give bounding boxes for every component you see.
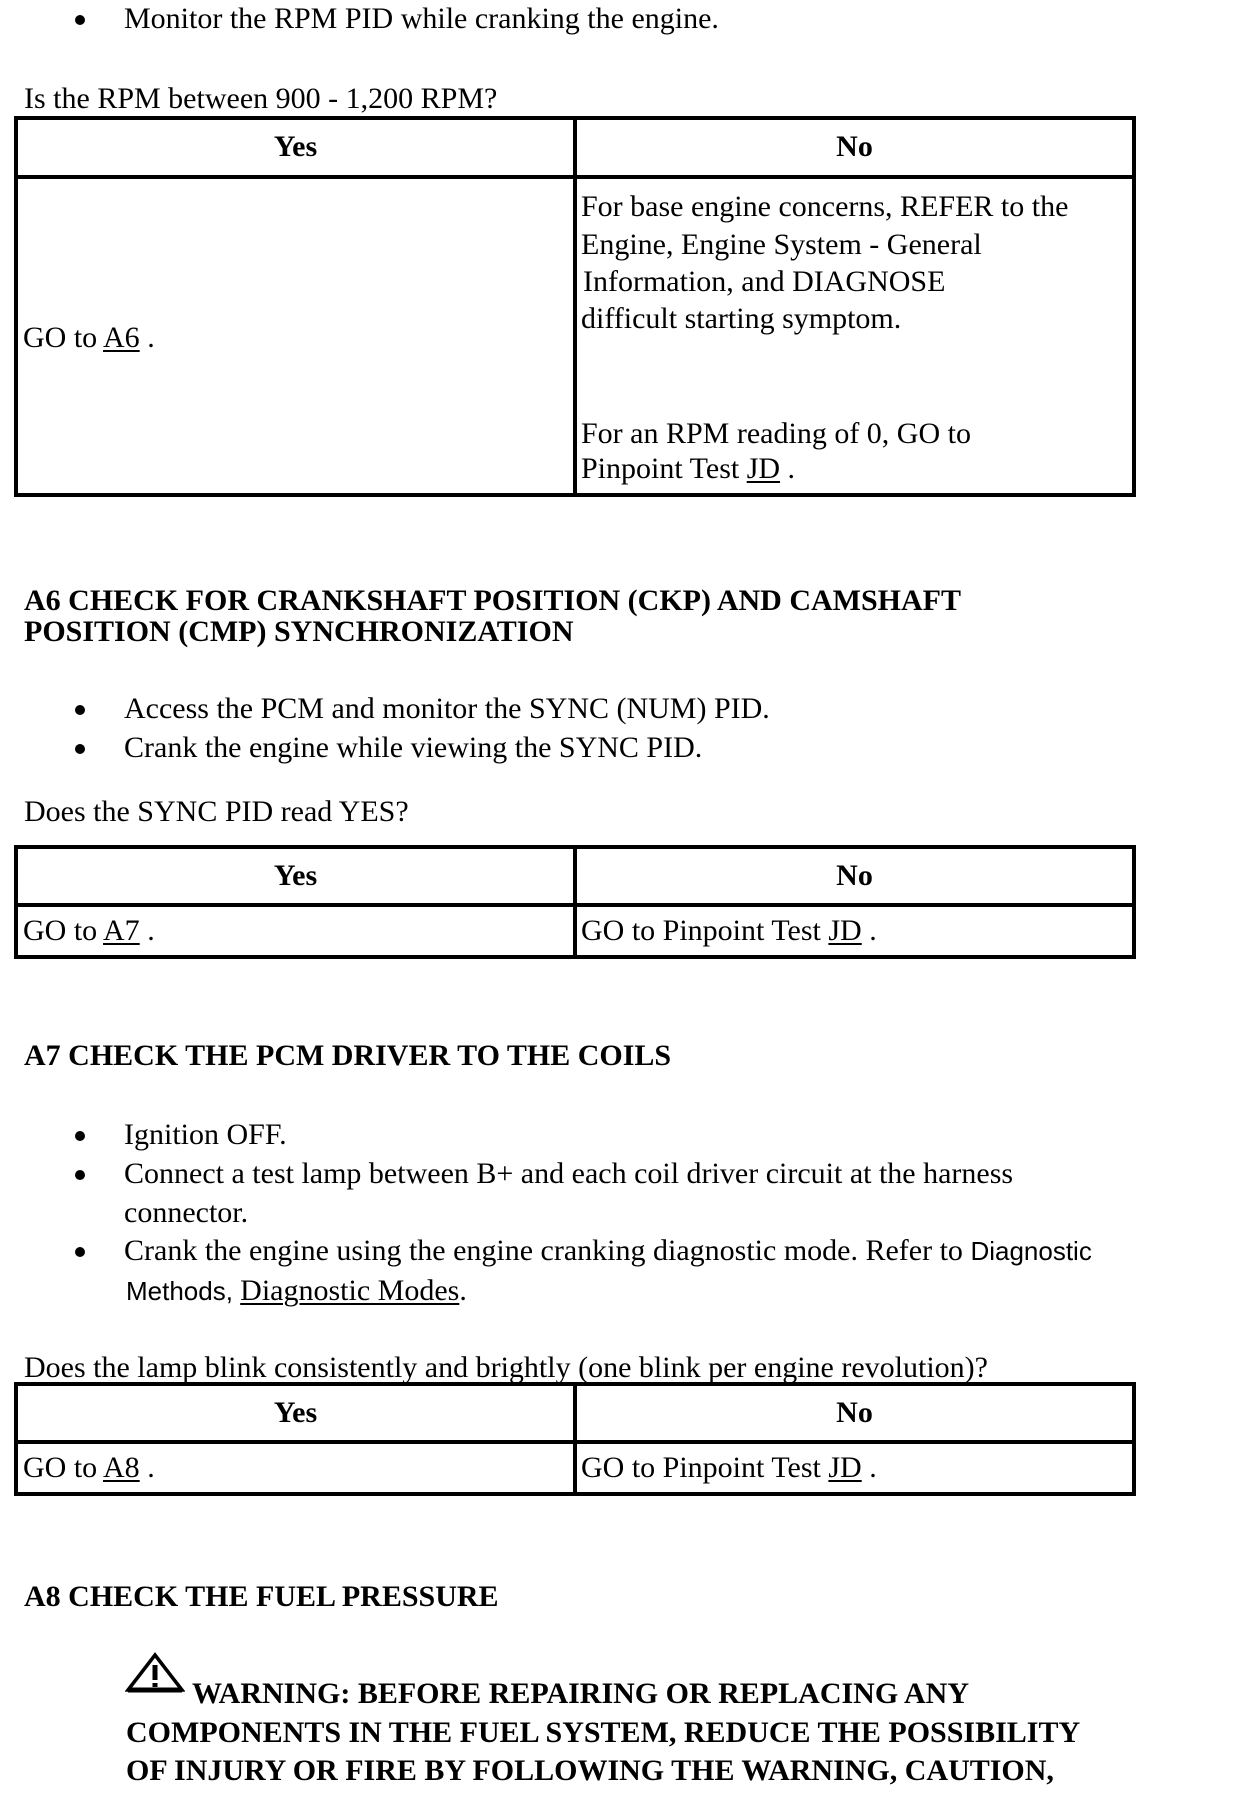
q1-no-cell — [577, 179, 1132, 493]
a6-header-row — [18, 849, 1132, 907]
a7-yes-cell — [18, 1444, 577, 1492]
q1-yes-cell — [18, 179, 577, 493]
q1-header-row — [18, 120, 1132, 179]
a6-body-row — [18, 907, 1132, 955]
q1-no-line-1: For base engine concerns, REFER to the — [581, 190, 1069, 223]
a7-question: Does the lamp blink consistently and brightly (one blink per engine revolution)? — [24, 1351, 988, 1384]
a7-no-cell — [577, 1444, 1132, 1492]
a8-heading: A8 CHECK THE FUEL PRESSURE — [24, 1580, 499, 1613]
a6-yes-cell — [18, 907, 577, 955]
bullet-marker — [75, 1247, 85, 1257]
a6-bullet-1: Access the PCM and monitor the SYNC (NUM) PID. — [124, 692, 770, 725]
a6-heading-line-1: A6 CHECK FOR CRANKSHAFT POSITION (CKP) AND CAMSHAFT — [24, 584, 961, 617]
q1-yes-text: GO to A6 . — [23, 321, 155, 354]
q1-no-line-4: difficult starting symptom. — [581, 302, 902, 335]
a6-no-header: No — [836, 859, 873, 892]
q1-body-row — [18, 179, 1132, 493]
q1-no-header: No — [836, 130, 873, 163]
a6-yes-text: GO to A7 . — [23, 914, 155, 947]
link-diagnostic-modes[interactable]: Diagnostic Modes — [240, 1274, 460, 1307]
warning-line-3: OF INJURY OR FIRE BY FOLLOWING THE WARNING, CAUTION, — [126, 1754, 1054, 1787]
q1-yes-header: Yes — [18, 120, 577, 175]
a6-bullet-2: Crank the engine while viewing the SYNC PID. — [124, 731, 703, 764]
link-jd[interactable]: JD — [828, 914, 862, 947]
a7-bullet-3-line-1: Crank the engine using the engine cranking diagnostic mode. Refer to Diagnostic — [124, 1234, 1092, 1267]
intro-bullet-text: Monitor the RPM PID while cranking the engine. — [124, 2, 719, 35]
a7-decision-table — [14, 1382, 1136, 1496]
a6-decision-table — [14, 845, 1136, 959]
link-a8[interactable]: A8 — [103, 1451, 140, 1484]
a6-no-text: GO to Pinpoint Test JD . — [581, 914, 877, 947]
a6-heading-line-2: POSITION (CMP) SYNCHRONIZATION — [24, 615, 574, 648]
a7-no-header: No — [836, 1396, 873, 1429]
a7-heading: A7 CHECK THE PCM DRIVER TO THE COILS — [24, 1039, 672, 1072]
q1-no-line-3: Information, and DIAGNOSE — [583, 265, 946, 298]
bullet-marker — [75, 15, 85, 25]
q1-no-line-2: Engine, Engine System - General — [581, 228, 982, 261]
q1-no-line-6: Pinpoint Test JD . — [581, 452, 796, 485]
warning-line-2: COMPONENTS IN THE FUEL SYSTEM, REDUCE THE POSSIBILITY — [126, 1716, 1081, 1749]
bullet-marker — [75, 705, 85, 715]
link-jd[interactable]: JD — [746, 452, 781, 485]
a7-header-row — [18, 1386, 1132, 1444]
a7-yes-text: GO to A8 . — [23, 1451, 155, 1484]
bullet-marker — [75, 1131, 85, 1141]
a6-yes-header: Yes — [18, 849, 577, 903]
a7-bullet-1: Ignition OFF. — [124, 1118, 287, 1151]
link-a7[interactable]: A7 — [103, 914, 140, 947]
bullet-marker — [75, 1170, 85, 1180]
a7-bullet-2-line-2: connector. — [124, 1196, 249, 1229]
link-jd[interactable]: JD — [828, 1451, 862, 1484]
a7-no-text: GO to Pinpoint Test JD . — [581, 1451, 877, 1484]
warning-line-1: WARNING: BEFORE REPAIRING OR REPLACING ANY — [192, 1677, 969, 1710]
link-a6[interactable]: A6 — [103, 321, 140, 354]
a6-no-cell — [577, 907, 1132, 955]
a7-bullet-3-line-2: Methods, Diagnostic Modes. — [126, 1274, 467, 1307]
q1-decision-table — [14, 116, 1136, 497]
q1-no-line-5: For an RPM reading of 0, GO to — [581, 417, 971, 450]
bullet-marker — [75, 744, 85, 754]
warning-triangle-icon — [125, 1652, 185, 1694]
a7-body-row — [18, 1444, 1132, 1492]
a6-question: Does the SYNC PID read YES? — [24, 795, 409, 828]
a7-bullet-2-line-1: Connect a test lamp between B+ and each coil driver circuit at the harness — [124, 1157, 1014, 1190]
q1-question: Is the RPM between 900 - 1,200 RPM? — [24, 82, 498, 115]
a7-yes-header: Yes — [18, 1386, 577, 1440]
